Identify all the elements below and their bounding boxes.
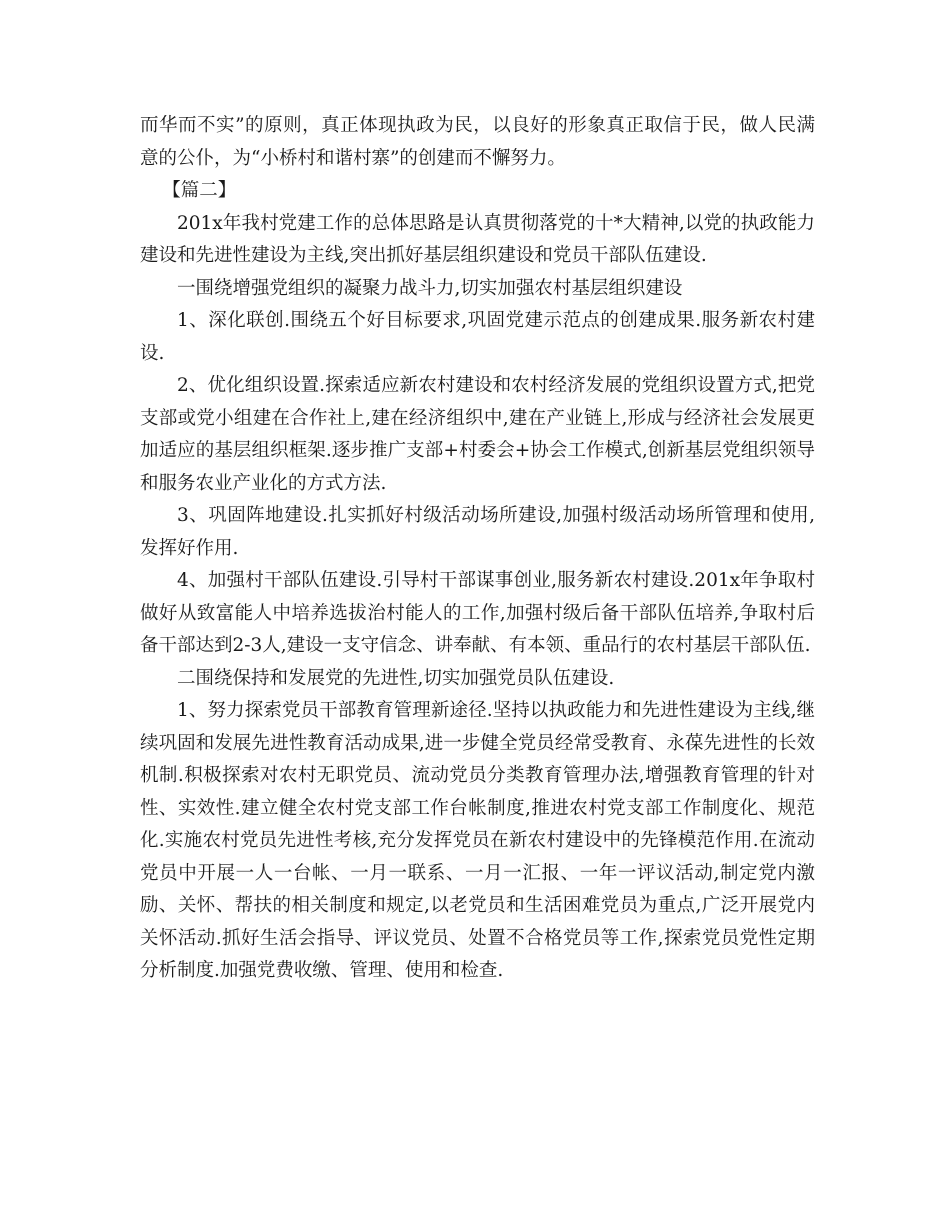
paragraph-item-3: 3、巩固阵地建设.扎实抓好村级活动场所建设,加强村级活动场所管理和使用,发挥好作用. <box>140 505 815 559</box>
paragraph-item-2: 2、优化组织设置.探索适应新农村建设和农村经济发展的党组织设置方式,把党支部或党小组建在合作社上,建在经济组织中,建在产业链上,形成与经济社会发展更加适应的基层组织框架.逐步推广支部+村委会+协会工作模式,创新基层党组织领导和服务农业产业化的方式方法. <box>140 375 815 494</box>
paragraph-item-4: 4、加强村干部队伍建设.引导村干部谋事创业,服务新农村建设.201x年争取村做好从致富能人中培养选拔治村能人的工作,加强村级后备干部队伍培养,争取村后备干部达到2-3人,建设一支守信念、讲奉献、有本领、重品行的农村基层干部队伍. <box>140 570 815 656</box>
paragraph-overall-approach: 201x年我村党建工作的总体思路是认真贯彻落党的十*大精神,以党的执政能力建设和先进性建设为主线,突出抓好基层组织建设和党员干部队伍建设. <box>140 212 815 266</box>
subheading-member-building: 二围绕保持和发展党的先进性,切实加强党员队伍建设. <box>177 667 615 689</box>
paragraph-member-item-1: 1、努力探索党员干部教育管理新途径.坚持以执政能力和先进性建设为主线,继续巩固和发展先进性教育活动成果,进一步健全党员经常受教育、永葆先进性的长效机制.积极探索对农村无职党员、流动党员分类教育管理办法,增强教育管理的针对性、实效性.建立健全农村党支部工作台帐制度,推进农村党支部工作制度化、规范化.实施农村党员先进性考核,充分发挥党员在新农村建设中的先锋模范作用.在流动党员中开展一人一台帐、一月一联系、一月一汇报、一年一评议活动,制定党内激励、关怀、帮扶的相关制度和规定,以老党员和生活困难党员为重点,广泛开展党内关怀活动.抓好生活会指导、评议党员、处置不合格党员等工作,探索党员党性定期分析制度.加强党费收缴、管理、使用和检查. <box>140 700 815 981</box>
section-heading-part-two: 【篇二】 <box>162 180 237 201</box>
paragraph-continuation: 而华而不实”的原则，真正体现执政为民，以良好的形象真正取信于民，做人民满意的公仆，为“小桥村和谐村寨”的创建而不懈努力。 <box>140 115 815 169</box>
subheading-organization-building: 一围绕增强党组织的凝聚力战斗力,切实加强农村基层组织建设 <box>177 277 683 299</box>
paragraph-item-1: 1、深化联创.围绕五个好目标要求,巩固党建示范点的创建成果.服务新农村建设. <box>140 310 815 364</box>
